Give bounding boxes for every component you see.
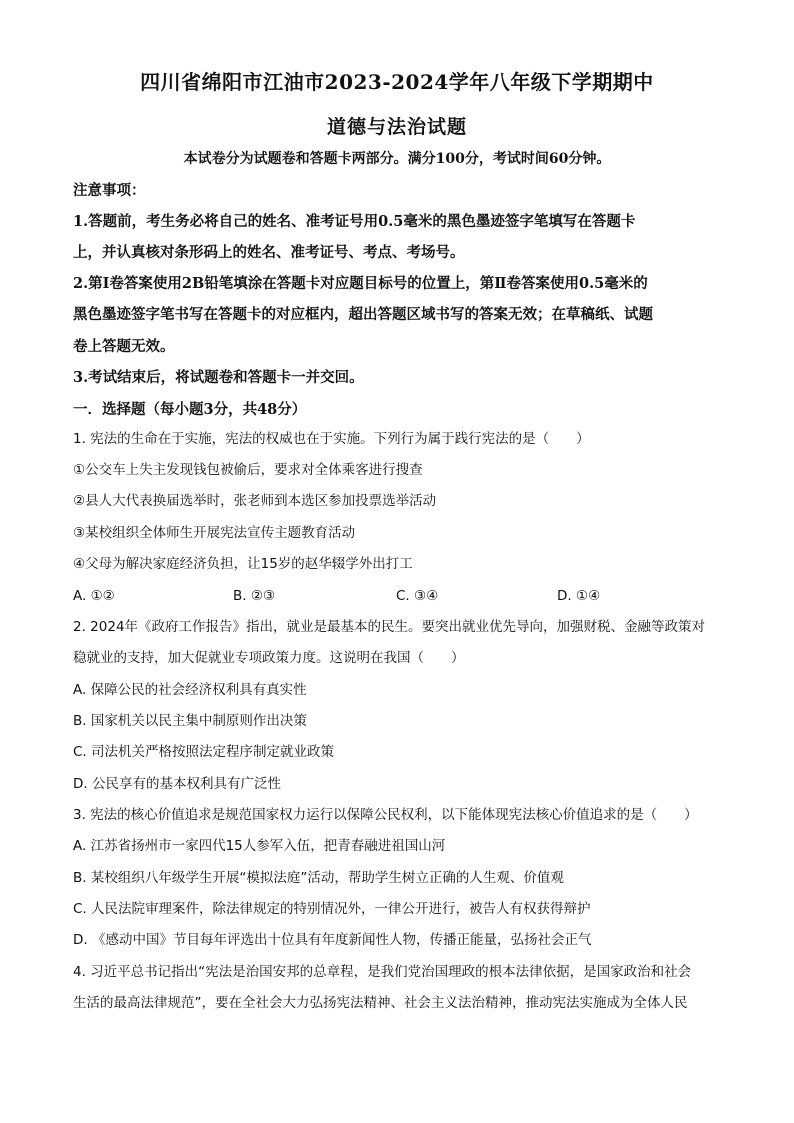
question-3-option-b: B. 某校组织八年级学生开展“模拟法庭”活动，帮助学生树立正确的人生观、价值观 xyxy=(73,870,564,886)
question-2-stem-line-1: 2. 2024年《政府工作报告》指出，就业是最基本的民生。要突出就业优先导向，加强财税、金融等政策对 xyxy=(73,619,706,635)
question-4-stem-line-1: 4. 习近平总书记指出“宪法是治国安邦的总章程，是我们党治国理政的根本法律依据，是国家政治和社会 xyxy=(73,964,692,980)
question-1-option-b: B. ②③ xyxy=(233,588,276,604)
question-2-option-c: C. 司法机关严格按照法定程序制定就业政策 xyxy=(73,744,335,760)
exam-intro: 本试卷分为试题卷和答题卡两部分。满分100分，考试时间60分钟。 xyxy=(183,151,611,167)
notice-heading: 注意事项： xyxy=(73,182,146,199)
question-1-option-a: A. ①② xyxy=(73,588,115,604)
notice-item-2-line-3: 卷上答题无效。 xyxy=(73,338,175,355)
section-heading: 一．选择题（每小题3分，共48分） xyxy=(73,401,307,418)
question-1-option-c: C. ③④ xyxy=(396,588,439,604)
notice-item-2-line-2: 黑色墨迹签字笔书写在答题卡的对应框内，超出答题区域书写的答案无效；在草稿纸、试题 xyxy=(73,306,653,323)
question-3-option-c: C. 人民法院审理案件，除法律规定的特别情况外，一律公开进行，被告人有权获得辩护 xyxy=(73,901,591,917)
question-4-stem-line-2: 生活的最高法律规范”，要在全社会大力弘扬宪法精神、社会主义法治精神，推动宪法实施成为全体人民 xyxy=(73,995,688,1011)
question-1-statement-4: ④父母为解决家庭经济负担，让15岁的赵华辍学外出打工 xyxy=(73,556,413,572)
question-1-stem: 1. 宪法的生命在于实施，宪法的权威也在于实施。下列行为属于践行宪法的是（ ） xyxy=(73,431,590,447)
notice-item-1-line-2: 上，并认真核对条形码上的姓名、准考证号、考点、考场号。 xyxy=(73,244,465,261)
question-3-option-d: D. 《感动中国》节目每年评选出十位具有年度新闻性人物，传播正能量，弘扬社会正气 xyxy=(73,932,592,948)
notice-item-1-line-1: 1.答题前，考生务必将自己的姓名、准考证号用0.5毫米的黑色墨迹签字笔填写在答题卡 xyxy=(73,213,636,230)
question-1-statement-1: ①公交车上失主发现钱包被偷后，要求对全体乘客进行搜查 xyxy=(73,462,423,478)
question-1-statement-2: ②县人大代表换届选举时，张老师到本选区参加投票选举活动 xyxy=(73,493,437,509)
question-2-option-d: D. 公民享有的基本权利具有广泛性 xyxy=(73,776,281,792)
notice-item-2-line-1: 2.第Ⅰ卷答案使用2B铅笔填涂在答题卡对应题目标号的位置上，第Ⅱ卷答案使用0.5毫米的 xyxy=(73,275,648,292)
exam-subject-title: 道德与法治试题 xyxy=(326,116,467,138)
question-2-stem-line-2: 稳就业的支持，加大促就业专项政策力度。这说明在我国（ ） xyxy=(73,650,465,666)
question-2-option-a: A. 保障公民的社会经济权利具有真实性 xyxy=(73,682,307,698)
exam-title: 四川省绵阳市江油市2023-2024学年八年级下学期期中 xyxy=(140,70,654,94)
question-2-option-b: B. 国家机关以民主集中制原则作出决策 xyxy=(73,713,307,729)
question-3-stem: 3. 宪法的核心价值追求是规范国家权力运行以保障公民权利，以下能体现宪法核心价值追求的是（ ） xyxy=(73,807,698,823)
question-1-option-d: D. ①④ xyxy=(557,588,601,604)
notice-item-3: 3.考试结束后，将试题卷和答题卡一并交回。 xyxy=(73,369,364,386)
question-1-statement-3: ③某校组织全体师生开展宪法宣传主题教育活动 xyxy=(73,525,356,541)
question-3-option-a: A. 江苏省扬州市一家四代15人参军入伍，把青春融进祖国山河 xyxy=(73,838,446,854)
